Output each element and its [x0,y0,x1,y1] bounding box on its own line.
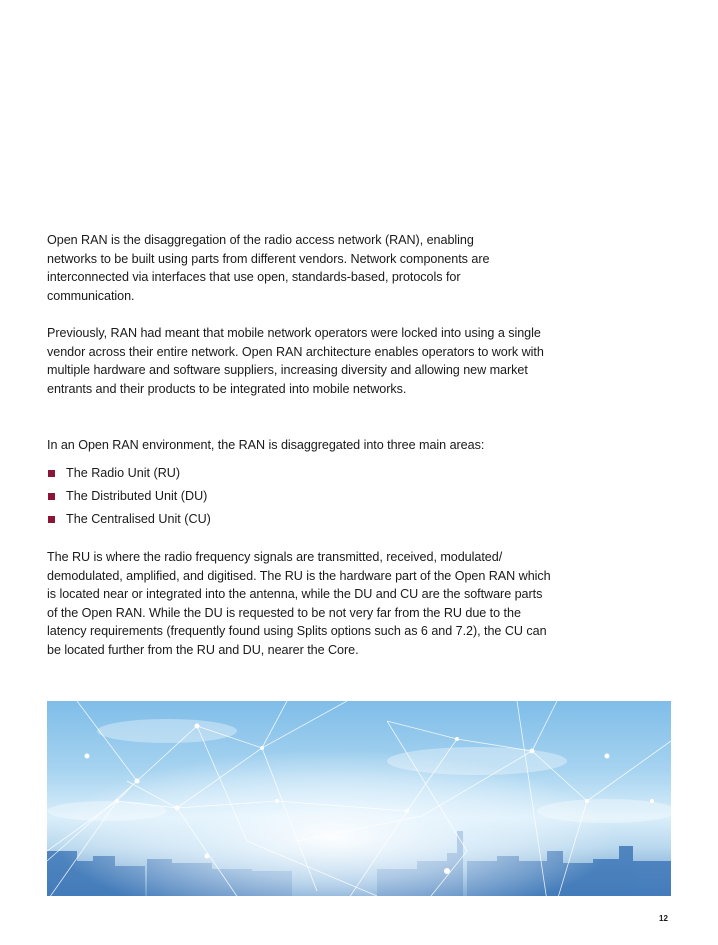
page-number: 12 [659,914,668,923]
network-skyline-illustration [47,701,671,896]
square-bullet-icon [48,493,55,500]
ru-description-paragraph: The RU is where the radio frequency signals are transmitted, received, modulated/ demodulated, amplified, and digitised. The RU is the hardware part of the Open RAN which is located near or integrated into the antenna, while the DU and CU are the software parts of the Open RAN. While the DU is requested to be not very far from the RU due to the latency requirements (frequently found using Splits options such as 6 and 7.2), the CU can be located further from the RU and DU, nearer the Core. [47,550,551,657]
square-bullet-icon [48,470,55,477]
list-item [47,462,211,485]
previously-paragraph: Previously, RAN had meant that mobile network operators were locked into using a single vendor across their entire network. Open RAN architecture enables operators to work with multiple hardware and software suppliers, increasing diversity and allowing new market entrants and their products to be integrated into mobile networks. [47,326,544,396]
list-item-label: The Distributed Unit (DU) [66,489,208,503]
list-item-label: The Centralised Unit (CU) [66,512,211,526]
network-city-image [47,701,671,896]
ran-areas-list [47,462,211,531]
list-item-label: The Radio Unit (RU) [66,466,181,480]
square-bullet-icon [48,516,55,523]
intro-paragraph: Open RAN is the disaggregation of the radio access network (RAN), enabling networks to be built using parts from different vendors. Network components are interconnected via interfaces that use open, standards-based, protocols for communication. [47,233,490,303]
list-item [47,485,211,508]
areas-intro-paragraph: In an Open RAN environment, the RAN is disaggregated into three main areas: [47,438,485,452]
list-item [47,508,211,531]
